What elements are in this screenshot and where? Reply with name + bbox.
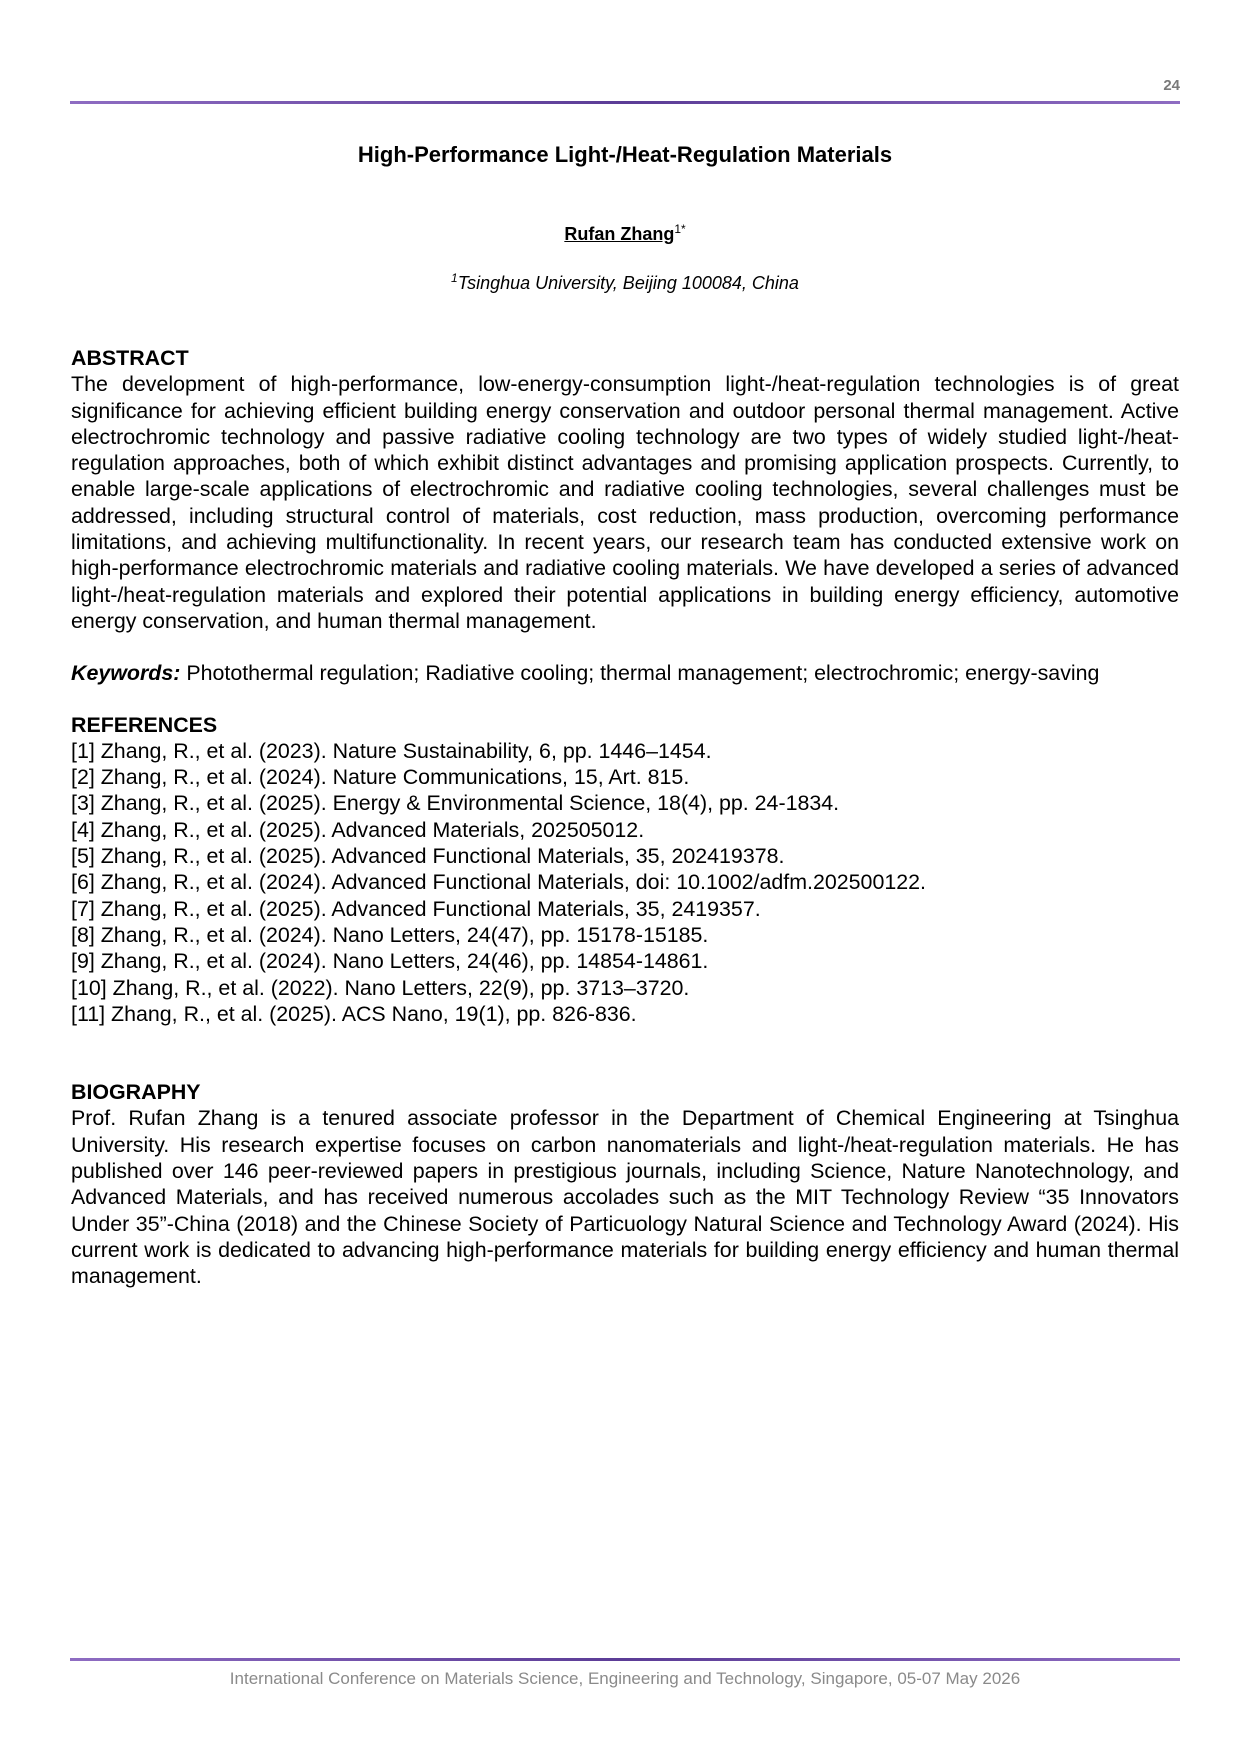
keywords-label: Keywords: <box>71 661 181 686</box>
reference-item: [4] Zhang, R., et al. (2025). Advanced Materials, 202505012. <box>71 817 645 842</box>
reference-item: [8] Zhang, R., et al. (2024). Nano Letters, 24(47), pp. 15178-15185. <box>71 922 709 947</box>
affiliation-text: Tsinghua University, Beijing 100084, China <box>457 273 799 293</box>
affiliation-superscript: 1 <box>451 271 458 285</box>
references-list <box>71 738 1179 1027</box>
main-content <box>71 345 1179 1290</box>
reference-item: [3] Zhang, R., et al. (2025). Energy & Environmental Science, 18(4), pp. 24-1834. <box>71 791 840 816</box>
abstract-heading: ABSTRACT <box>71 346 189 370</box>
reference-item: [7] Zhang, R., et al. (2025). Advanced Functional Materials, 35, 2419357. <box>71 896 761 921</box>
keywords <box>71 660 1179 686</box>
reference-item: [5] Zhang, R., et al. (2025). Advanced Functional Materials, 35, 202419378. <box>71 844 785 869</box>
page-number: 24 <box>1163 77 1180 94</box>
reference-item: [2] Zhang, R., et al. (2024). Nature Communications, 15, Art. 815. <box>71 765 690 790</box>
paper-title: High-Performance Light-/Heat-Regulation Materials <box>357 142 893 167</box>
header-rule <box>70 101 1180 104</box>
author-line <box>70 222 1180 245</box>
reference-item: [9] Zhang, R., et al. (2024). Nano Letters, 24(46), pp. 14854-14861. <box>71 949 709 974</box>
author-name: Rufan Zhang <box>564 224 675 244</box>
reference-item: [6] Zhang, R., et al. (2024). Advanced Functional Materials, doi: 10.1002/adfm.202500122. <box>71 870 926 895</box>
abstract-text: The development of high-performance, low-energy-consumption light-/heat-regulation technologies is of great significance for achieving efficient building energy conservation and outdoor personal thermal management. Active electrochromic technology and passive radiative cooling technology are two types of widely studied light-/heat-regulation approaches, both of which exhibit distinct advantages and promising application prospects. Currently, to enable large-scale applications of electrochromic and radiative cooling technologies, several challenges must be addressed, including structural control of materials, cost reduction, mass production, overcoming performance limitations, and achieving multifunctionality. In recent years, our research team has conducted extensive work on high-performance electrochromic materials and radiative cooling materials. We have developed a series of advanced light-/heat-regulation materials and explored their potential applications in building energy efficiency, automotive energy conservation, and human thermal management. <box>71 372 1179 633</box>
footer-text: International Conference on Materials Science, Engineering and Technology, Singapore, 05-07 May 2026 <box>229 1669 1021 1688</box>
author-superscript: 1* <box>674 222 686 236</box>
biography-heading: BIOGRAPHY <box>71 1080 201 1105</box>
footer-rule <box>70 1658 1180 1661</box>
keywords-text: Photothermal regulation; Radiative cooling; thermal management; electrochromic; energy-saving <box>186 661 1100 686</box>
references-heading: REFERENCES <box>71 712 218 737</box>
affiliation-line <box>70 271 1180 294</box>
reference-item: [11] Zhang, R., et al. (2025). ACS Nano, 19(1), pp. 826-836. <box>71 1001 637 1026</box>
biography-text: Prof. Rufan Zhang is a tenured associate professor in the Department of Chemical Engineering at Tsinghua University. His research expertise focuses on carbon nanomaterials and light-/heat-regulation materials. He has published over 146 peer-reviewed papers in prestigious journals, including Science, Nature Nanotechnology, and Advanced Materials, and has received numerous accolades such as the MIT Technology Review “35 Innovators Under 35”-China (2018) and the Chinese Society of Particuology Natural Science and Technology Award (2024). His current work is dedicated to advancing high-performance materials for building energy efficiency and human thermal management. <box>71 1106 1179 1289</box>
reference-item: [10] Zhang, R., et al. (2022). Nano Letters, 22(9), pp. 3713–3720. <box>71 975 690 1000</box>
reference-item: [1] Zhang, R., et al. (2023). Nature Sustainability, 6, pp. 1446–1454. <box>71 738 712 763</box>
